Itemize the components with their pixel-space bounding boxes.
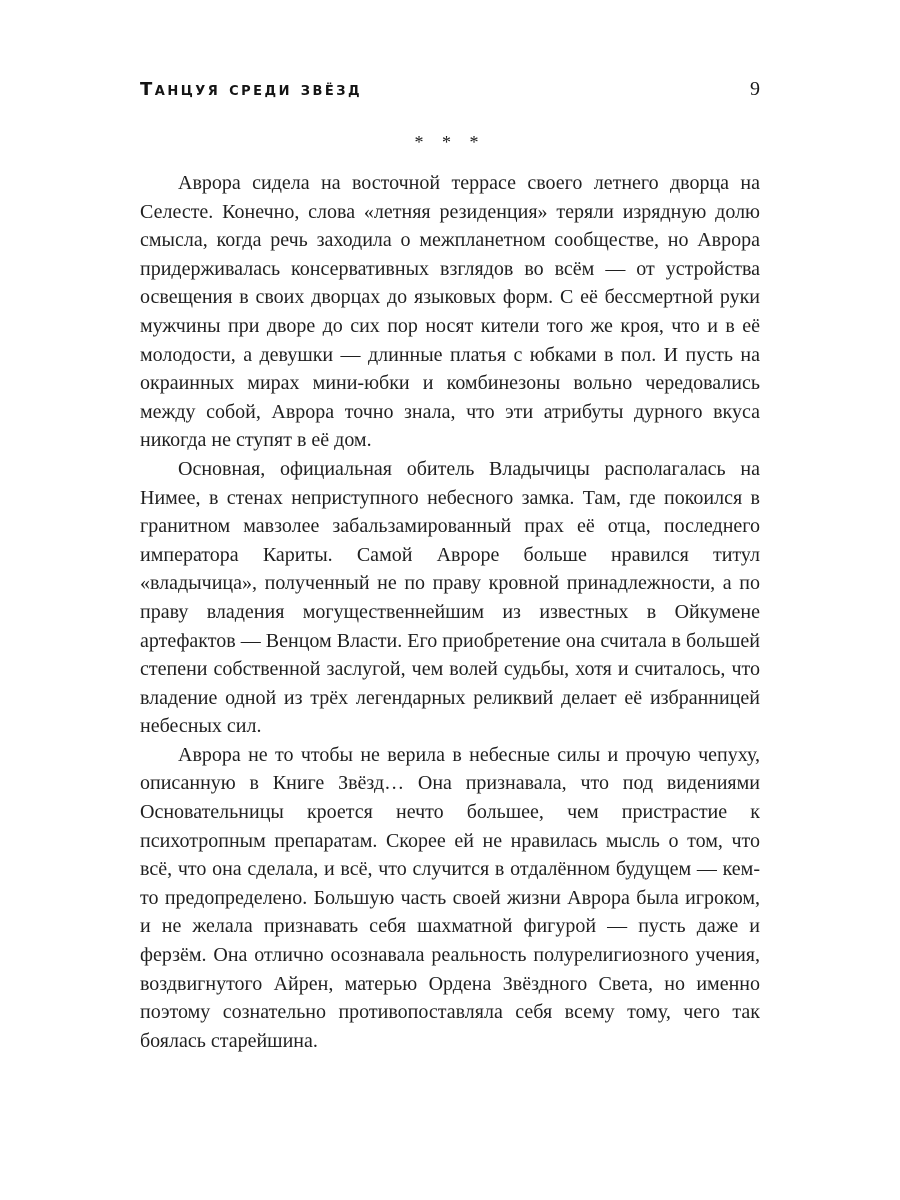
book-title: Танцуя среди звёзд — [140, 79, 363, 100]
paragraph: Аврора сидела на восточной террасе своего летнего дворца на Селесте. Конечно, слова «летняя резиденция» теряли изрядную долю смысла, когда речь заходила о межпланетном сообществе, но Аврора придерживалась консервативных взглядов во всём — от устройства освещения в своих дворцах до языковых форм. С её бессмертной руки мужчины при дворе до сих пор носят кители того же кроя, что и в её молодости, а девушки — длинные платья с юбками в пол. И пусть на окраинных мирах мини-юбки и комбинезоны вольно чередовались между собой, Аврора точно знала, что эти атрибуты дурного вкуса никогда не ступят в её дом. — [140, 172, 760, 452]
page-text — [140, 169, 760, 1055]
page-number: 9 — [750, 78, 760, 100]
section-separator: * * * — [414, 132, 486, 152]
page-header — [140, 78, 760, 101]
paragraph: Основная, официальная обитель Владычицы располагалась на Нимее, в стенах неприступного небесного замка. Там, где покоился в гранитном мавзолее забальзамированный прах её отца, последнего императора Кариты. Самой Авроре больше нравился титул «владычица», полученный не по праву кровной принадлежности, а по праву владения могущественнейшим из известных в Ойкумене артефактов — Венцом Власти. Его приобретение она считала в большей степени собственной заслугой, чем волей судьбы, хотя и считалось, что владение одной из трёх легендарных реликвий делает её избранницей небесных сил. — [140, 457, 760, 738]
paragraph: Аврора не то чтобы не верила в небесные силы и прочую чепуху, описанную в Книге Звёзд… Она признавала, что под видениями Основательницы кроется нечто большее, чем пристрастие к психотропным препаратам. Скорее ей не нравилась мысль о том, что всё, что она сделала, и всё, что случится в отдалённом будущем — кем-то предопределено. Большую часть своей жизни Аврора была игроком, и не желала признавать себя шахматной фигурой — пусть даже и ферзём. Она отлично осознавала реальность полурелигиозного учения, воздвигнутого Айрен, матерью Ордена Звёздного Света, но именно поэтому сознательно противопоставляла себя всему тому, чего так боялась старейшина. — [140, 743, 760, 1052]
